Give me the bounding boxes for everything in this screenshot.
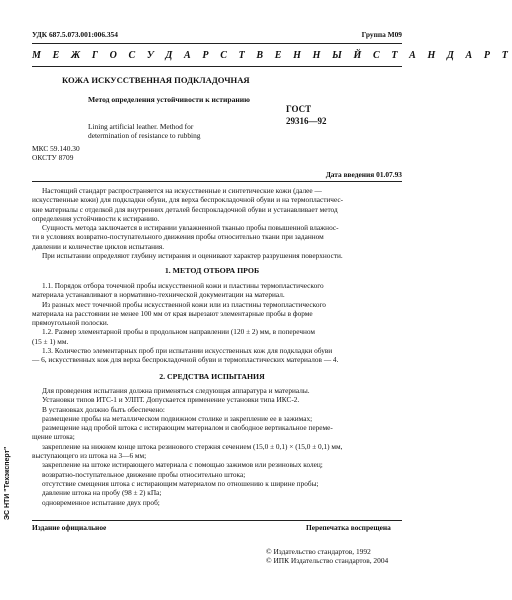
document-title: КОЖА ИСКУССТВЕННАЯ ПОДКЛАДОЧНАЯ [62, 75, 250, 85]
reprint-notice: Перепечатка воспрещена [306, 523, 391, 532]
banner-rule [32, 66, 402, 67]
intro-line: При испытании определяют глубину истирания и оценивают характер разрушения поверхности. [42, 251, 343, 261]
group-code: Группа М09 [361, 30, 402, 39]
section-1-heading: 1. МЕТОД ОТБОРА ПРОБ [164, 266, 260, 275]
date-rule [32, 181, 402, 182]
intro-line: Сущность метода заключается в истирании увлажненной тканью пробы повышенной влажнос- [42, 223, 339, 233]
intro-line: ти в условиях возвратно-поступательного движения пробы относительно ткани при заданном [32, 232, 324, 242]
gost-label: ГОСТ [286, 104, 312, 114]
standard-banner: М Е Ж Г О С У Д А Р С Т В Е Н Н Ы Й С Т А Н Д А Р Т [32, 50, 512, 61]
section-2-line: закрепление на нижнем конце штока резинового стержня сечением (15,0 ± 0,1) × (15,0 ± 0,1) мм, [42, 441, 343, 451]
intro-line: искусственные кожи) для подкладки обуви, для верха беспрокладочной обуви и на термопластичес- [32, 195, 344, 205]
mks-code: МКС 59.140.30 [32, 144, 80, 153]
section-1-line: Из разных мест точечной пробы искусственной кожи или из пластины термопластического [42, 299, 326, 309]
document-subtitle: Метод определения устойчивости к истиранию [88, 95, 250, 104]
section-2-line: давление штока на пробу (98 ± 2) кПа; [42, 488, 162, 498]
section-2-line: размещение над пробой штока с истирающим материалом и свободное вертикальное переме- [42, 423, 333, 433]
section-2-line: Для проведения испытания должна применяться следующая аппаратура и материалы. [42, 386, 310, 395]
section-1-line: прямоугольной полоски. [32, 318, 109, 328]
copyright-1992: © Издательство стандартов, 1992 [266, 547, 371, 556]
section-2-line: закрепление на штоке истирающего материала с помощью зажимов или резиновых колец; [42, 460, 323, 470]
english-title-line-1: Lining artificial leather. Method for [88, 122, 194, 131]
section-1-line: 1.1. Порядок отбора точечной пробы искусственной кожи и пластины термопластического [42, 281, 324, 290]
section-2-line: Установки типов ИТС-1 и УЛПТ. Допускается применение установки типа ИКС-2. [42, 395, 300, 405]
section-2-line: одновременное испытание двух проб; [42, 497, 160, 507]
side-stamp: ЭС НТИ "Техэксперт" [4, 446, 11, 520]
section-1-line: 1.2. Размер элементарной пробы в продольном направлении (120 ± 2) мм, в поперечном [42, 327, 316, 337]
section-2-line: возвратно-поступательное движение пробы относительно штока; [42, 469, 246, 479]
introduction-date: Дата введения 01.07.93 [325, 170, 402, 179]
section-2-line: размещение пробы на металлическом подвижном столике и закрепление ее в зажимах; [42, 413, 313, 423]
gost-number: 29316—92 [286, 116, 327, 126]
section-1-line: (15 ± 1) мм. [32, 336, 69, 346]
section-2-heading: 2. СРЕДСТВА ИСПЫТАНИЯ [159, 372, 265, 381]
section-1-line: материала устанавливают в нормативно-технической документации на материал. [32, 290, 285, 300]
intro-line: Настоящий стандарт распространяется на искусственные и синтетические кожи (далее — [42, 186, 322, 195]
english-title-line-2: determination of resistance to rubbing [88, 131, 201, 140]
okstu-code: ОКСТУ 8709 [32, 153, 74, 162]
section-1-line: материала на расстоянии не менее 100 мм от края вырезают элементарные пробы в форме [32, 308, 313, 318]
section-2-body [32, 386, 402, 507]
intro-line: кие материалы с отделкой для внутренних деталей беспрокладочной обуви и устанавливает метод [32, 204, 338, 214]
footer-rule [32, 520, 402, 521]
section-2-line: В установках должно быть обеспечено: [42, 404, 165, 414]
intro-line: давлении и количестве циклов испытания. [32, 241, 165, 251]
intro-block [32, 186, 402, 260]
section-2-line: отсутствие смещения штока с истирающим материалом по отношению к ширине пробы; [42, 478, 319, 488]
section-1-body [32, 281, 402, 365]
section-2-line: щение штока; [32, 432, 75, 442]
udk-code: УДК 687.5.073.001:006.354 [32, 30, 118, 39]
header-rule [32, 43, 402, 44]
official-edition: Издание официальное [32, 523, 107, 532]
intro-line: определения устойчивости к истиранию. [32, 213, 160, 223]
section-1-line: 1.3. Количество элементарных проб при испытании искусственных кож для подкладки обуви [42, 346, 333, 356]
section-1-line: — 6, искусственных кож для верха беспрокладочной обуви и термопластических материалов — 4. [32, 355, 339, 365]
copyright-2004: © ИПК Издательство стандартов, 2004 [266, 556, 389, 565]
section-2-line: выступающего из штока на 3—6 мм; [32, 451, 147, 461]
